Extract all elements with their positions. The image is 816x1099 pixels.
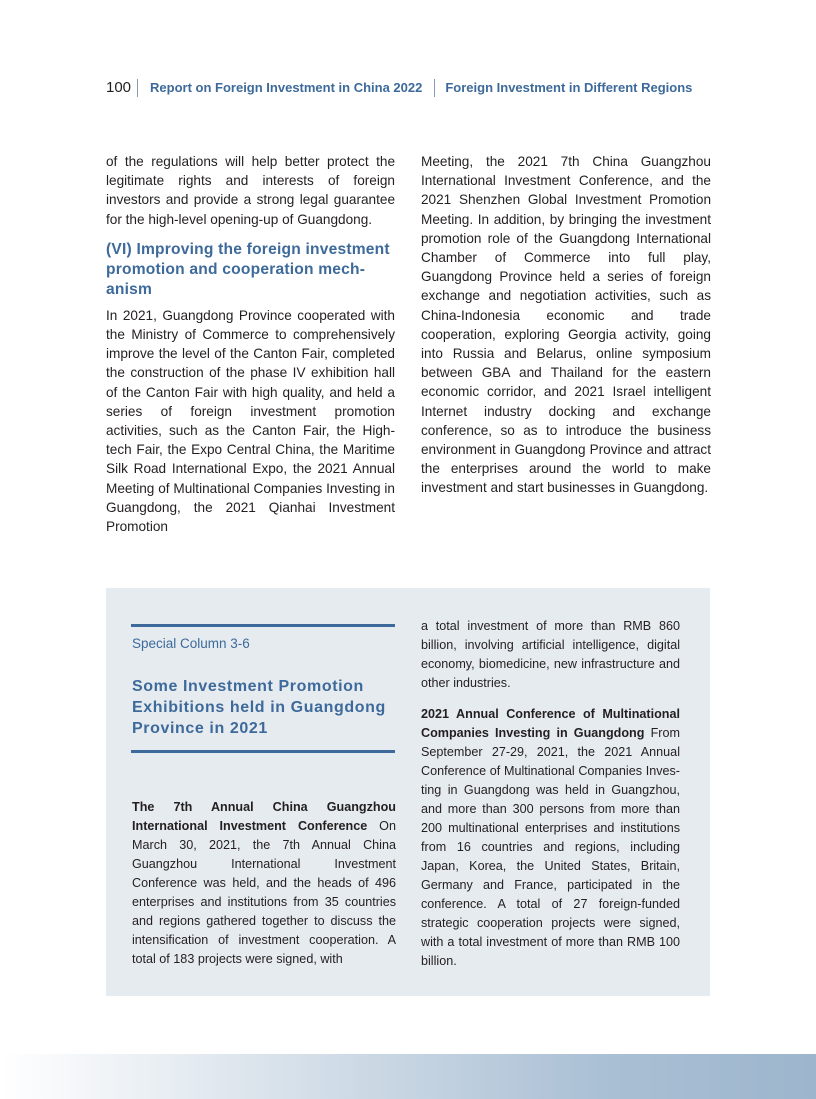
special-column-left-text [132, 798, 396, 969]
left-column [106, 152, 395, 536]
publication-title: Report on Foreign Investment in China 2022 [150, 80, 423, 95]
running-header [106, 78, 692, 98]
special-column-title: Some Investment Promotion Exhibitions held in Guangdong Province in 2021 [132, 678, 386, 737]
special-column-top-rule [131, 624, 395, 627]
special-column-right-text [421, 617, 680, 971]
item1-continued: a total investment of more than RMB 860 billion, involving artificial intelligence, digital economy, biomedicine, new infrastructure and other industries. [421, 619, 680, 690]
item1-text: On March 30, 2021, the 7th Annual China Guangzhou International Investment Conference was held, and the heads of 496 enterprises and institutions from 35 countries and regions gathered together to discuss the intensification of investment cooperation. A total of 183 projects were signed, with [132, 819, 396, 966]
special-column-bottom-rule [131, 750, 395, 753]
page-number: 100 [106, 79, 138, 97]
item1-title: The 7th Annual China Guangzhou International Investment Conference [132, 800, 396, 833]
item2-text: From September 27-29, 2021, the 2021 Annual Conference of Multinational Companies Inves-ting in Guangdong was held in Guangzhou, and more than 300 persons from more than 200 multinational enterprises and institutions from 16 countries and regions, including Japan, Korea, the United States, Britain, Germany and France, participated in the conference. A total of 27 foreign-funded strategic cooperation projects were signed, with a total investment of more than RMB 100 billion. [421, 726, 680, 968]
section-heading: (VI) Improving the foreign investment promotion and cooperation mech-anism [106, 240, 390, 298]
left-body-paragraph: In 2021, Guangdong Province cooperated with the Ministry of Commerce to comprehensively improve the level of the Canton Fair, completed the construction of the phase IV exhibition hall of the Canton Fair with high quality, and held a series of foreign investment promotion activities, such as the Canton Fair, the High-tech Fair, the Expo Central China, the Maritime Silk Road International Expo, the 2021 Annual Meeting of Multinational Companies Investing in Guangdong, the 2021 Qianhai Investment Promotion [106, 307, 395, 535]
right-body-paragraph: Meeting, the 2021 7th China Guangzhou International Investment Conference, and the 2021 Shenzhen Global Investment Promotion Meeting. In addition, by bringing the investment promotion role of the Guangdong International Chamber of Commerce into full play, Guangdong Province held a series of foreign exchange and negotiation activities, such as China-Indonesia economic and trade cooperation, exploring Georgia activity, going into Russia and Belarus, online symposium between GBA and Thailand for the eastern economic corridor, and 2021 Israel intelligent Internet industry docking and exchange conference, so as to introduce the business environment in Guangdong Province and attract the enterprises around the world to make investment and start businesses in Guangdong. [421, 154, 711, 496]
item1-paragraph [132, 798, 396, 969]
footer-gradient-bar [0, 1054, 816, 1099]
section-title: Foreign Investment in Different Regions [445, 80, 693, 95]
item2-title: 2021 Annual Conference of Multinational Companies Investing in Guangdong [421, 707, 680, 740]
right-column [421, 152, 711, 498]
special-column-label: Special Column 3-6 [132, 636, 250, 651]
intro-paragraph: of the regulations will help better protect the legitimate rights and interests of foreign investors and provide a strong legal guarantee for the high-level opening-up of Guangdong. [106, 154, 395, 227]
item2-paragraph [421, 705, 680, 971]
